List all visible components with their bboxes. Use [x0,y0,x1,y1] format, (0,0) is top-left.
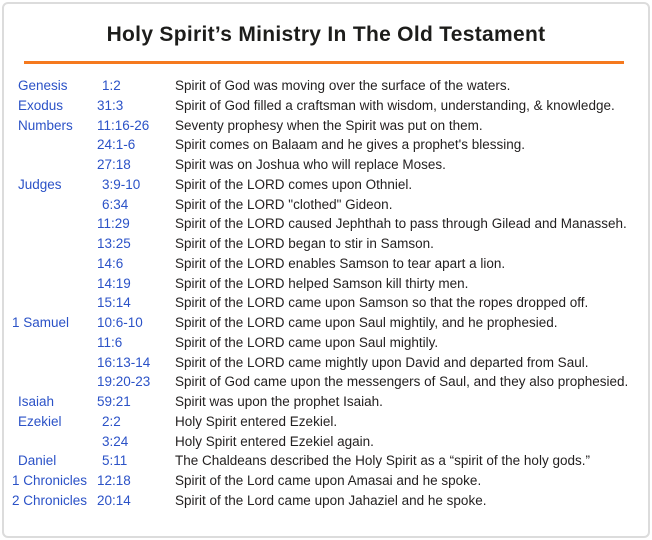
verse-reference: 10:6-10 [97,315,143,330]
table-row [4,414,648,434]
verse-description: Spirit was on Joshua who will replace Moses. [175,157,446,172]
verse-reference: 5:11 [102,453,128,469]
table-row [4,276,648,296]
book-name: 1 Chronicles [12,473,88,488]
verse-reference: 13:25 [97,236,131,251]
verse-description: Spirit of the LORD came upon Samson so that the ropes dropped off. [175,295,589,311]
verse-reference: 19:20-23 [97,374,151,390]
table-row [4,335,648,355]
verse-reference: 31:3 [97,97,124,113]
verse-reference: 11:29 [97,216,130,232]
verse-reference: 3:24 [102,433,129,449]
book-name: Ezekiel [18,413,62,429]
verse-reference: 14:19 [97,275,131,291]
table-row [4,295,648,315]
table-row [4,394,648,414]
page-title: Holy Spirit’s Ministry In The Old Testament [106,23,546,46]
verse-reference: 11:6 [97,334,123,350]
verse-reference: 2:2 [102,413,121,429]
verse-description: The Chaldeans described the Holy Spirit as a “spirit of the holy gods.” [175,453,590,469]
scripture-reference-card [2,2,650,538]
verse-reference: 20:14 [97,492,131,508]
table-row [4,236,648,256]
verse-reference: 11:16-26 [97,117,150,133]
verse-description: Spirit of the LORD came mightly upon David and departed from Saul. [175,354,589,370]
verse-description: Holy Spirit entered Ezekiel again. [175,433,374,449]
table-row [4,453,648,473]
title-divider [24,61,624,64]
verse-reference: 27:18 [97,157,131,172]
table-row [4,78,648,98]
verse-reference: 15:14 [97,295,131,311]
verse-reference: 3:9-10 [102,176,141,192]
verse-description: Spirit of God filled a craftsman with wisdom, understanding, & knowledge. [175,97,615,113]
table-row [4,493,648,513]
book-name: Genesis [18,78,68,93]
verse-description: Spirit of the LORD "clothed" Gideon. [175,196,393,212]
verse-description: Spirit comes on Balaam and he gives a prophet's blessing. [175,137,526,153]
verse-description: Spirit of the LORD helped Samson kill thirty men. [175,275,469,291]
verse-description: Spirit of the Lord came upon Jahaziel and he spoke. [175,492,487,508]
table-row [4,216,648,236]
verse-description: Spirit of the LORD caused Jephthah to pass through Gilead and Manasseh. [175,216,627,232]
book-name: 1 Samuel [12,315,70,330]
verse-description: Holy Spirit entered Ezekiel. [175,413,338,429]
book-name: 2 Chronicles [12,492,88,508]
verse-description: Spirit of God came upon the messengers of Saul, and they also prophesied. [175,374,629,390]
table-row [4,157,648,177]
scripture-table [4,78,648,513]
verse-description: Spirit of the LORD came upon Saul mightily, and he prophesied. [175,315,558,330]
verse-description: Spirit of the Lord came upon Amasai and he spoke. [175,473,482,488]
verse-reference: 1:2 [102,78,121,93]
table-row [4,434,648,454]
verse-reference: 16:13-14 [97,354,151,370]
book-name: Daniel [18,453,57,469]
table-row [4,256,648,276]
verse-reference: 59:21 [97,394,131,409]
table-row [4,355,648,375]
book-name: Isaiah [18,394,55,409]
table-row [4,177,648,197]
verse-description: Spirit of the LORD enables Samson to tear apart a lion. [175,255,506,271]
verse-description: Spirit of God was moving over the surface of the waters. [175,78,511,93]
verse-description: Seventy prophesy when the Spirit was put on them. [175,117,483,133]
book-name: Numbers [18,117,73,133]
verse-description: Spirit of the LORD came upon Saul mightily. [175,334,439,350]
table-row [4,473,648,493]
verse-description: Spirit was upon the prophet Isaiah. [175,394,383,409]
verse-description: Spirit of the LORD comes upon Othniel. [175,176,413,192]
table-row [4,98,648,118]
verse-reference: 14:6 [97,255,124,271]
table-row [4,315,648,335]
table-row [4,137,648,157]
verse-reference: 24:1-6 [97,137,136,153]
table-row [4,118,648,138]
verse-reference: 12:18 [97,473,131,488]
verse-description: Spirit of the LORD began to stir in Samson. [175,236,434,251]
book-name: Exodus [18,97,64,113]
verse-reference: 6:34 [102,196,129,212]
table-row [4,374,648,394]
table-row [4,197,648,217]
book-name: Judges [18,176,62,192]
